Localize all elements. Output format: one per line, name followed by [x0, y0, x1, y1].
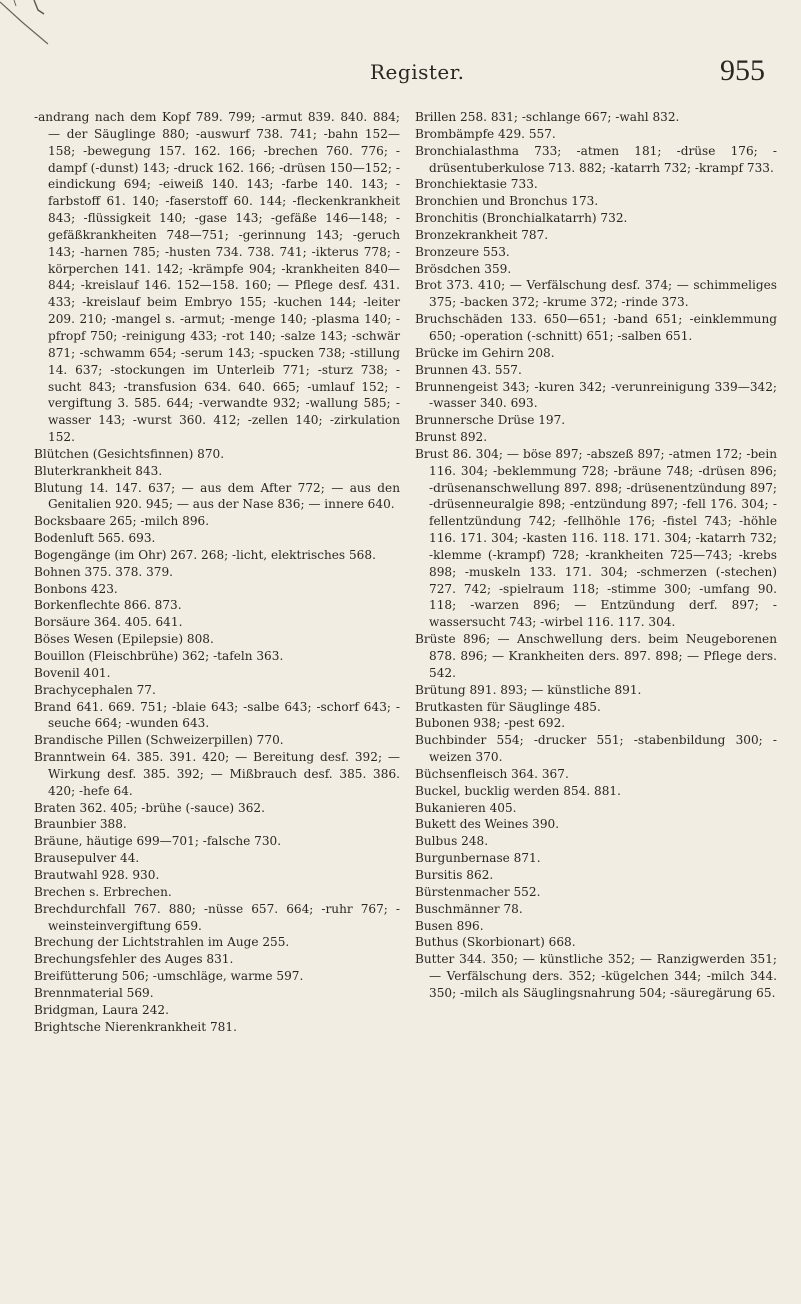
torn-corner-scribble: [0, 0, 160, 60]
index-entry: Bridgman, Laura 242.: [34, 1002, 169, 1017]
index-entry: Brust 86. 304; — böse 897; -abszeß 897; -atmen 172; -bein 116. 304; -beklemmung 728; -bräune 748; -drüsen 896; -drüsenanschwellung 897. 898; -drüsenentzündung 897; -drüsenneuralgie 898; -entzündung 897; -fell 176. 304; -fellentzündung 742; -fellhöhle 176; -fistel 743; -höhle 116. 171. 304; -kasten 116. 118. 171. 304; -katarrh 732; -klemme (-krampf) 728; -krankheiten 725—743; -krebs 898; -muskeln 133. 171. 304; -schmerzen (-stechen) 727. 742; -spielraum 118; -stimme 300; -umfang 90. 118; -warzen 896; — Entzündung derf. 897; -wassersucht 743; -wirbel 116. 117. 304.: [415, 446, 777, 630]
index-entry: Bogengänge (im Ohr) 267. 268; -licht, elektrisches 568.: [34, 547, 376, 562]
index-entry: Brütung 891. 893; — künstliche 891.: [415, 682, 642, 697]
index-entry: Branntwein 64. 385. 391. 420; — Bereitung desf. 392; — Wirkung desf. 385. 392; — Mißbrauch desf. 385. 386. 420; -hefe 64.: [34, 750, 400, 798]
index-entry: Brand 641. 669. 751; -blaie 643; -salbe 643; -schorf 643; -seuche 664; -wunden 643.: [34, 699, 400, 731]
index-entry: Bukanieren 405.: [415, 800, 517, 815]
index-entry: Brechdurchfall 767. 880; -nüsse 657. 664; -ruhr 767; -weinsteinvergiftung 659.: [34, 901, 400, 933]
index-entry: Bronchiektasie 733.: [415, 177, 538, 192]
index-entry: Bovenil 401.: [34, 665, 111, 680]
index-entry: Blutung 14. 147. 637; — aus dem After 772; — aus den Genitalien 920. 945; — aus der Nase 836; — innere 640.: [34, 480, 400, 512]
index-entry: Braunbier 388.: [34, 817, 127, 832]
index-entry: Büchsenfleisch 364. 367.: [415, 766, 569, 781]
index-entry: Bulbus 248.: [415, 834, 489, 849]
index-entry: Brachycephalen 77.: [34, 682, 156, 697]
index-entry: Bräune, häutige 699—701; -falsche 730.: [34, 834, 282, 849]
index-entry: Brutkasten für Säuglinge 485.: [415, 699, 601, 714]
index-entry: Brausepulver 44.: [34, 851, 140, 866]
index-entry: Brunst 892.: [415, 430, 488, 445]
running-title: Register.: [370, 60, 465, 84]
index-entry: Borsäure 364. 405. 641.: [34, 615, 183, 630]
index-column-right: [415, 109, 777, 1002]
index-entry: Blütchen (Gesichtsfinnen) 870.: [34, 446, 225, 461]
index-entry: Brautwahl 928. 930.: [34, 867, 160, 882]
index-entry: Bronzekrankheit 787.: [415, 227, 549, 242]
index-entry: Brombämpfe 429. 557.: [415, 126, 556, 141]
index-entry: Bluterkrankheit 843.: [34, 463, 163, 478]
index-entry: Butter 344. 350; — künstliche 352; — Ranzigwerden 351; — Verfälschung ders. 352; -kügelchen 344; -milch 344. 350; -milch als Säuglingsnahrung 504; -säuregärung 65.: [415, 952, 777, 1000]
index-entry: Bouillon (Fleischbrühe) 362; -tafeln 363.: [34, 649, 284, 663]
page-header: [0, 52, 801, 92]
index-entry: Braten 362. 405; -brühe (-sauce) 362.: [34, 800, 265, 815]
index-column-left: [34, 109, 400, 1035]
index-entry: Borkenflechte 866. 873.: [34, 598, 182, 613]
index-entry: Buchbinder 554; -drucker 551; -stabenbildung 300; -weizen 370.: [415, 733, 777, 765]
index-entry: Bohnen 375. 378. 379.: [34, 564, 174, 579]
index-entry: Brücke im Gehirn 208.: [415, 345, 555, 360]
index-entry: Bursitis 862.: [415, 867, 494, 882]
page-number: 955: [720, 54, 765, 87]
index-entry: Bubonen 938; -pest 692.: [415, 716, 566, 731]
index-entry: Bronchialasthma 733; -atmen 181; -drüse 176; -drüsentuberkulose 713. 882; -katarrh 732; -krampf 733.: [415, 143, 777, 175]
index-entry: Burgunbernase 871.: [415, 851, 541, 866]
index-entry: Brechung der Lichtstrahlen im Auge 255.: [34, 935, 290, 950]
index-entry: Bruchschäden 133. 650—651; -band 651; -einklemmung 650; -operation (-schnitt) 651; -salben 651.: [415, 312, 777, 343]
index-entry: Brunnersche Drüse 197.: [415, 413, 566, 428]
index-entry: Bürstenmacher 552.: [415, 884, 541, 899]
index-entry: Busen 896.: [415, 918, 484, 933]
index-entry: Bodenluft 565. 693.: [34, 531, 156, 546]
index-entry: Brösdchen 359.: [415, 261, 512, 276]
index-entry: Brunnengeist 343; -kuren 342; -verunreinigung 339—342; -wasser 340. 693.: [415, 379, 777, 411]
index-entry: Bronchien und Bronchus 173.: [415, 194, 599, 209]
index-entry: Bronzeure 553.: [415, 244, 510, 259]
index-entry: Brandische Pillen (Schweizerpillen) 770.: [34, 733, 284, 748]
index-entry: Brüste 896; — Anschwellung ders. beim Neugeborenen 878. 896; — Krankheiten ders. 897. 898; — Pflege ders. 542.: [415, 632, 777, 680]
index-entry: Bocksbaare 265; -milch 896.: [34, 514, 210, 529]
index-entry: Brillen 258. 831; -schlange 667; -wahl 832.: [415, 110, 680, 124]
index-entry: Brightsche Nierenkrankheit 781.: [34, 1019, 237, 1034]
index-entry: Brechen s. Erbrechen.: [34, 884, 172, 899]
index-entry: Bronchitis (Bronchialkatarrh) 732.: [415, 211, 628, 226]
index-entry: Brennmaterial 569.: [34, 985, 154, 1000]
index-entry: Bonbons 423.: [34, 581, 118, 596]
index-entry: Buschmänner 78.: [415, 901, 523, 916]
index-entry: Breifütterung 506; -umschläge, warme 597.: [34, 969, 304, 984]
index-entry: Bukett des Weines 390.: [415, 817, 560, 832]
index-entry: Buckel, bucklig werden 854. 881.: [415, 783, 621, 798]
index-entry: Brot 373. 410; — Verfälschung desf. 374; — schimmeliges 375; -backen 372; -krume 372; -rinde 373.: [415, 278, 777, 310]
index-entry: Böses Wesen (Epilepsie) 808.: [34, 632, 214, 647]
index-entry: Brechungsfehler des Auges 831.: [34, 952, 234, 967]
index-entry: Brunnen 43. 557.: [415, 362, 522, 377]
index-entry: -andrang nach dem Kopf 789. 799; -armut 839. 840. 884; — der Säuglinge 880; -auswurf 738. 741; -bahn 152—158; -bewegung 157. 162. 166; -brechen 760. 776; -dampf (-dunst) 143; -druck 162. 166; -drüsen 150—152; -eindickung 694; -eiweiß 140. 143; -farbe 140. 143; -farbstoff 61. 140; -faserstoff 60. 144; -fleckenkrankheit 843; -flüssigkeit 140; -gase 143; -gefäße 146—148; -gefäßkrankheiten 748—751; -gerinnung 143; -geruch 143; -harnen 785; -husten 734. 738. 741; -ikterus 778; -körperchen 141. 142; -krämpfe 904; -krankheiten 840—844; -kreislauf 146. 152—158. 160; — Pflege desf. 431. 433; -kreislauf beim Embryo 155; -kuchen 144; -leiter 209. 210; -mangel s. -armut; -menge 140; -plasma 140; -pfropf 750; -reinigung 433; -rot 140; -salze 143; -schwär 871; -schwamm 654; -serum 143; -spucken 738; -stillung 14. 637; -stockungen im Unterleib 771; -sturz 738; -sucht 843; -transfusion 634. 640. 665; -umlauf 152; -vergiftung 3. 585. 644; -verwandte 932; -wallung 585; -wasser 143; -wurst 360. 412; -zellen 140; -zirkulation 152.: [34, 110, 400, 445]
index-entry: Buthus (Skorbionart) 668.: [415, 935, 576, 950]
